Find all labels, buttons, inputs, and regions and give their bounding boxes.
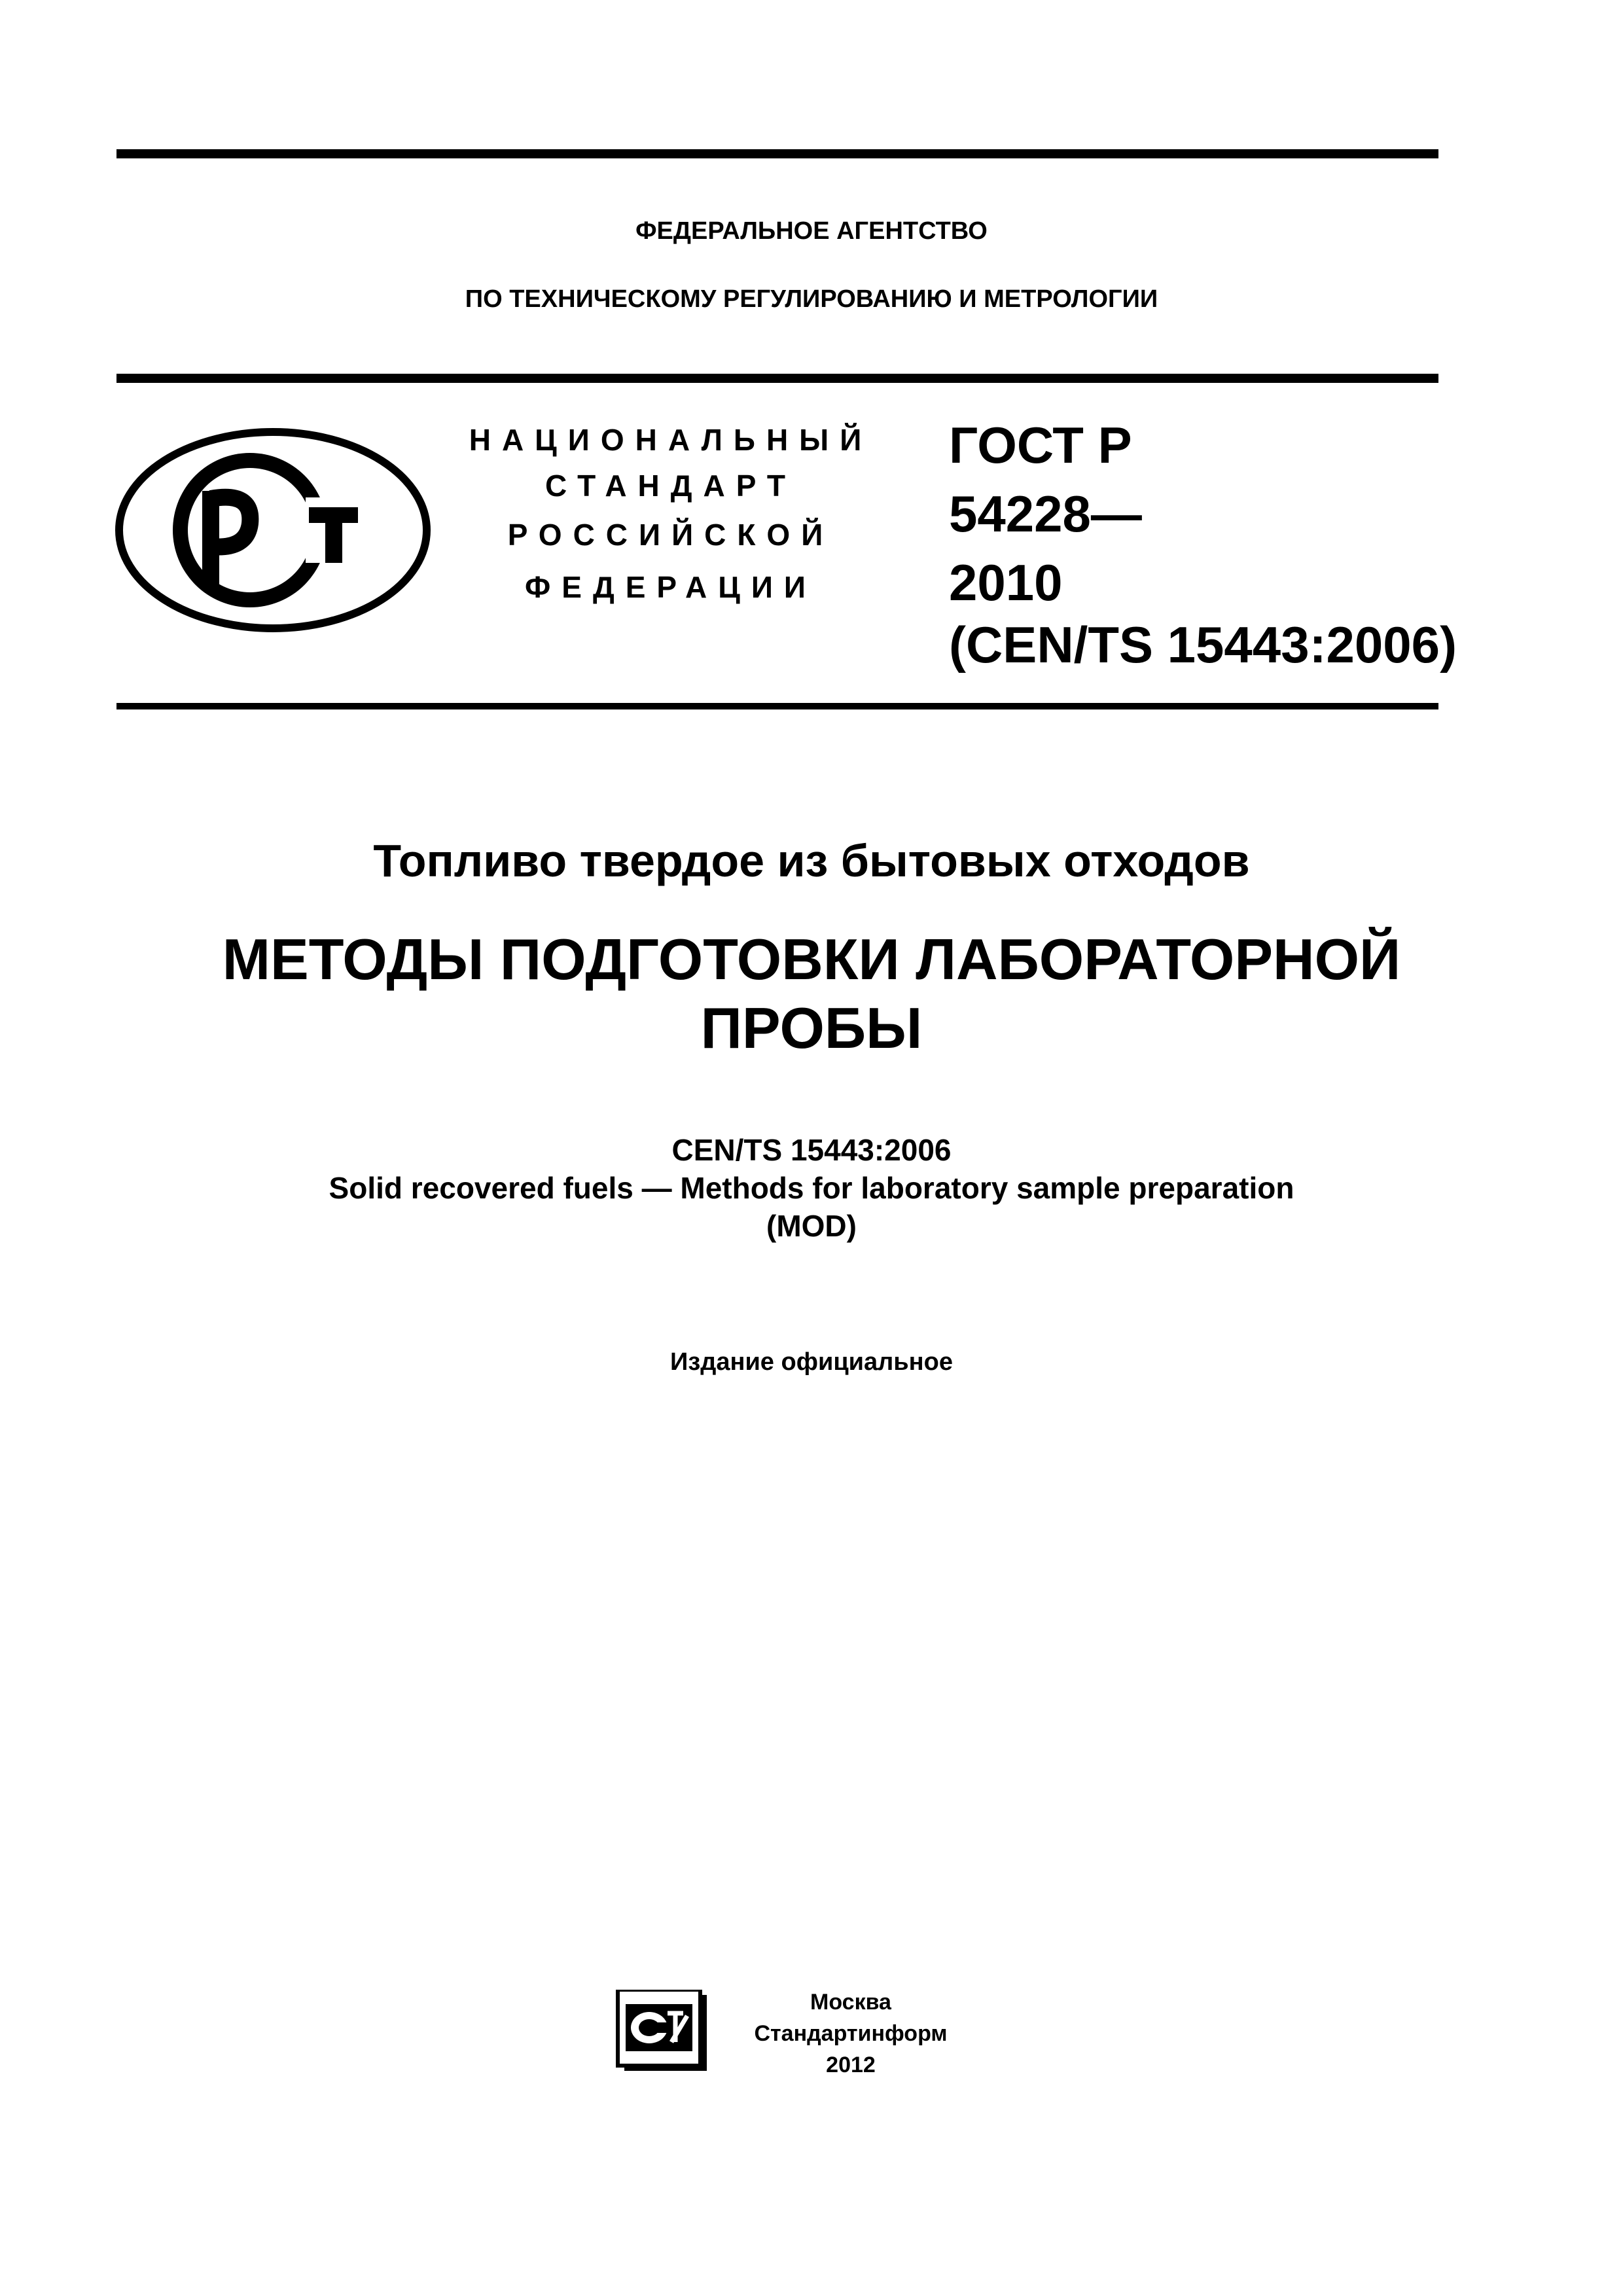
source-standard-title: Solid recovered fuels — Methods for laboratory sample preparation xyxy=(329,1171,1294,1205)
agency-name-line2: ПО ТЕХНИЧЕСКОМУ РЕГУЛИРОВАНИЮ И МЕТРОЛОГИИ xyxy=(465,285,1158,313)
agency-name-line1: ФЕДЕРАЛЬНОЕ АГЕНТСТВО xyxy=(635,217,988,245)
standard-number-line: ГОСТ Р xyxy=(949,416,1132,474)
document-subtitle-line2: ПРОБЫ xyxy=(700,996,923,1060)
header-bottom-divider xyxy=(116,703,1438,709)
source-standard-modification: (MOD) xyxy=(766,1209,857,1243)
header-divider xyxy=(116,374,1438,383)
national-standard-line: ФЕДЕРАЦИИ xyxy=(525,570,817,604)
publisher-city: Москва xyxy=(810,1990,891,2015)
top-divider xyxy=(116,149,1438,158)
national-standard-line: СТАНДАРТ xyxy=(545,469,796,503)
gost-r-emblem-icon xyxy=(113,425,433,635)
edition-note: Издание официальное xyxy=(670,1348,953,1376)
document-subtitle-line1: МЕТОДЫ ПОДГОТОВКИ ЛАБОРАТОРНОЙ xyxy=(222,927,1401,992)
national-standard-line: РОССИЙСКОЙ xyxy=(507,518,834,552)
document-title: Топливо твердое из бытовых отходов xyxy=(373,835,1250,886)
source-standard-code: CEN/TS 15443:2006 xyxy=(671,1133,952,1167)
standard-number-line: 54228— xyxy=(949,485,1142,543)
standard-number-line: (CEN/TS 15443:2006) xyxy=(949,616,1457,673)
publisher-name: Стандартинформ xyxy=(754,2021,948,2046)
standard-number-line: 2010 xyxy=(949,554,1063,611)
national-standard-line: НАЦИОНАЛЬНЫЙ xyxy=(469,423,873,457)
standartinform-logo-icon xyxy=(615,1990,713,2075)
publication-year: 2012 xyxy=(826,2053,876,2077)
